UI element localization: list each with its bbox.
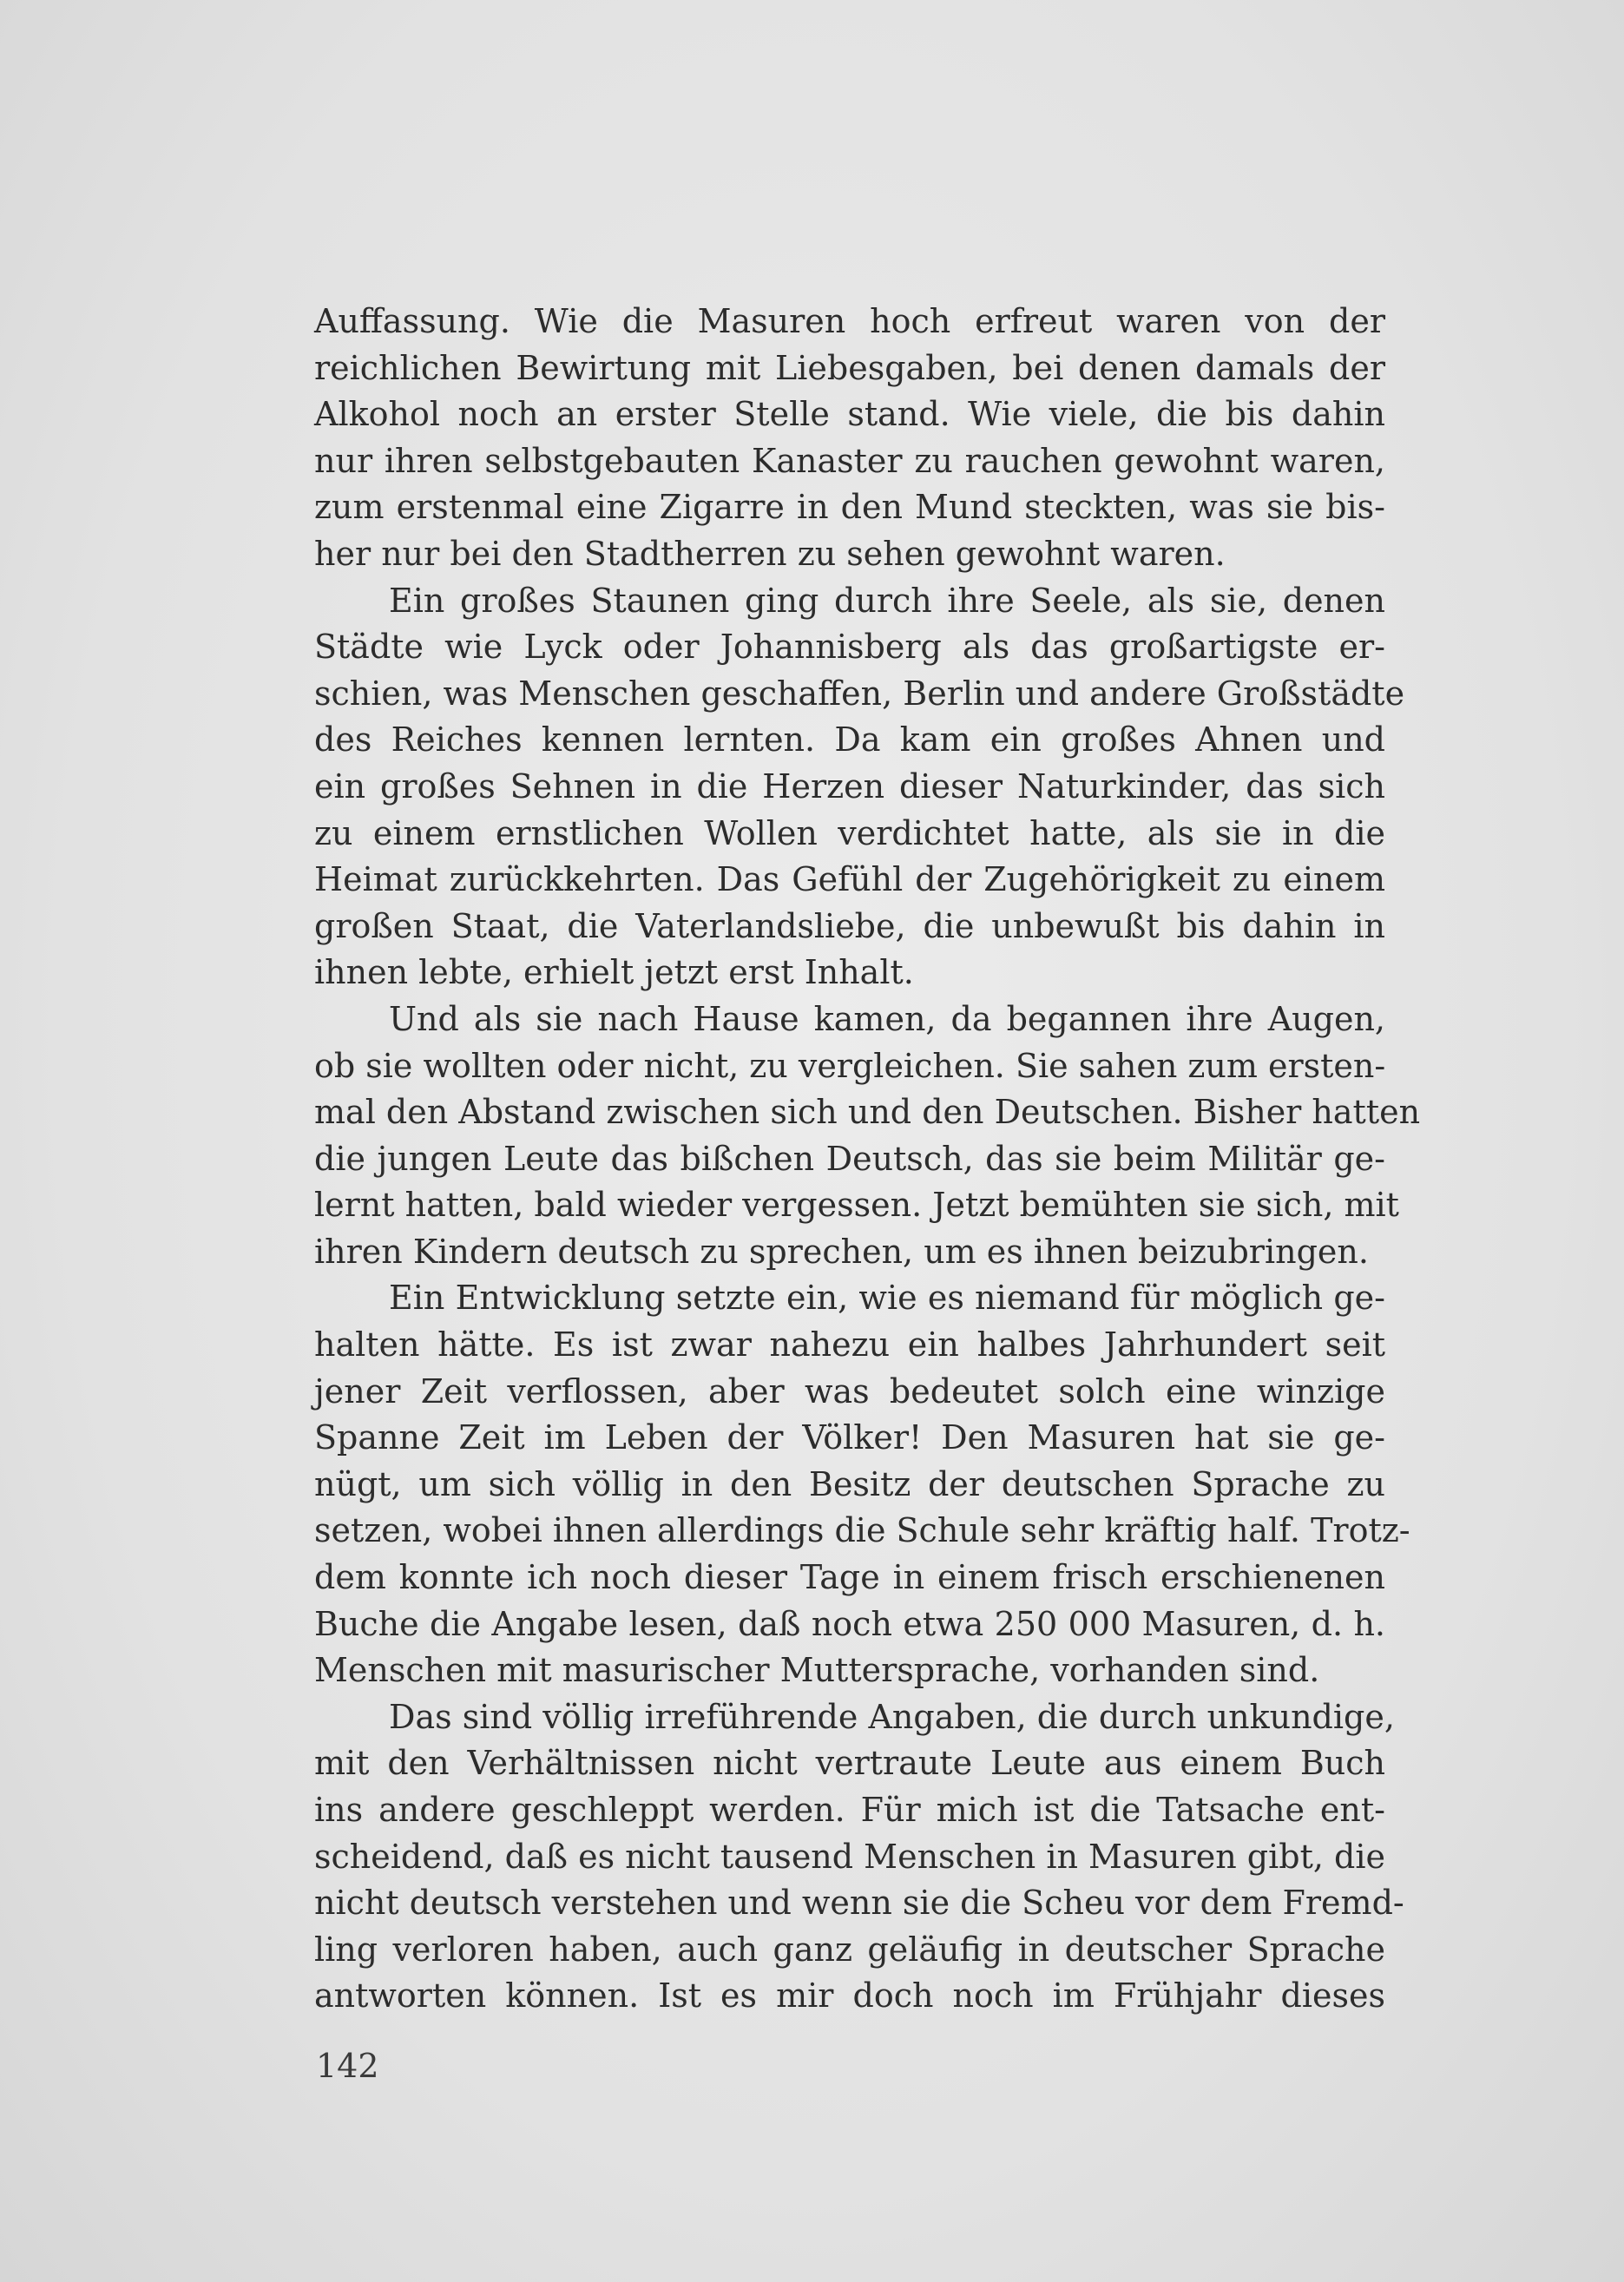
text-line: nur ihren selbstgebauten Kanaster zu rauchen gewohnt waren,: [314, 441, 1385, 480]
text-line: scheidend, daß es nicht tausend Menschen in Masuren gibt, die: [314, 1837, 1385, 1876]
text-line: jener Zeit verflossen, aber was bedeutet solch eine winzige: [314, 1371, 1385, 1411]
text-line: ein großes Sehnen in die Herzen dieser Naturkinder, das sich: [314, 766, 1385, 806]
text-line: lernt hatten, bald wieder vergessen. Jetzt bemühten sie sich, mit: [314, 1186, 1399, 1225]
text-line: Städte wie Lyck oder Johannisberg als das großartigste er-: [314, 628, 1385, 667]
text-line: des Reiches kennen lernten. Da kam ein großes Ahnen und: [314, 720, 1385, 760]
body-text: [314, 299, 1421, 2020]
text-line: Und als sie nach Hause kamen, da begannen ihre Augen,: [389, 999, 1385, 1038]
text-line: ob sie wollten oder nicht, zu vergleichen. Sie sahen zum ersten-: [314, 1046, 1386, 1085]
text-line: ihnen lebte, erhielt jetzt erst Inhalt.: [314, 953, 914, 992]
paragraph: [314, 1275, 1410, 1693]
paragraph: [314, 578, 1405, 996]
text-line: Alkohol noch an erster Stelle stand. Wie viele, die bis dahin: [314, 395, 1385, 434]
page-number: 142: [316, 2047, 379, 2085]
text-line: Menschen mit masurischer Muttersprache, vorhanden sind.: [314, 1651, 1320, 1690]
text-line: dem konnte ich noch dieser Tage in einem frisch erschienenen: [314, 1558, 1385, 1597]
text-line: die jungen Leute das bißchen Deutsch, das sie beim Militär ge-: [314, 1139, 1385, 1178]
text-line: nicht deutsch verstehen und wenn sie die Scheu vor dem Fremd-: [314, 1884, 1404, 1923]
text-line: antworten können. Ist es mir doch noch im Frühjahr dieses: [314, 1976, 1385, 2016]
paragraph: [314, 299, 1385, 578]
text-line: Heimat zurückkehrten. Das Gefühl der Zugehörigkeit zu einem: [314, 860, 1385, 899]
text-line: Das sind völlig irreführende Angaben, die durch unkundige,: [389, 1697, 1395, 1736]
text-line: ling verloren haben, auch ganz geläufig in deutscher Sprache: [314, 1930, 1385, 1969]
text-line: großen Staat, die Vaterlandsliebe, die unbewußt bis dahin in: [314, 906, 1385, 945]
text-line: Ein großes Staunen ging durch ihre Seele, als sie, denen: [389, 581, 1385, 620]
text-line: zum erstenmal eine Zigarre in den Mund steckten, was sie bis-: [314, 488, 1385, 527]
text-line: ins andere geschleppt werden. Für mich ist die Tatsache ent-: [314, 1791, 1385, 1829]
text-line: setzen, wobei ihnen allerdings die Schule sehr kräftig half. Trotz-: [314, 1511, 1410, 1550]
text-line: nügt, um sich völlig in den Besitz der deutschen Sprache zu: [314, 1464, 1385, 1503]
text-line: Auffassung. Wie die Masuren hoch erfreut waren von der: [314, 302, 1385, 340]
text-line: halten hätte. Es ist zwar nahezu ein halbes Jahrhundert seit: [314, 1325, 1385, 1365]
text-line: schien, was Menschen geschaffen, Berlin und andere Großstädte: [314, 674, 1405, 713]
text-line: mal den Abstand zwischen sich und den Deutschen. Bisher hatten: [314, 1093, 1421, 1132]
text-line: mit den Verhältnissen nicht vertraute Leute aus einem Buch: [314, 1744, 1385, 1783]
paragraph: [314, 1694, 1404, 2020]
paragraph: [314, 996, 1421, 1276]
text-line: her nur bei den Stadtherren zu sehen gewohnt waren.: [314, 534, 1226, 573]
text-line: ihren Kindern deutsch zu sprechen, um es ihnen beizubringen.: [314, 1232, 1369, 1271]
text-line: reichlichen Bewirtung mit Liebesgaben, bei denen damals der: [314, 348, 1385, 387]
text-line: zu einem ernstlichen Wollen verdichtet hatte, als sie in die: [314, 813, 1385, 852]
text-line: Ein Entwicklung setzte ein, wie es niemand für möglich ge-: [389, 1279, 1385, 1318]
text-line: Spanne Zeit im Leben der Völker! Den Masuren hat sie ge-: [314, 1418, 1385, 1457]
text-line: Buche die Angabe lesen, daß noch etwa 250 000 Masuren, d. h.: [314, 1604, 1385, 1643]
